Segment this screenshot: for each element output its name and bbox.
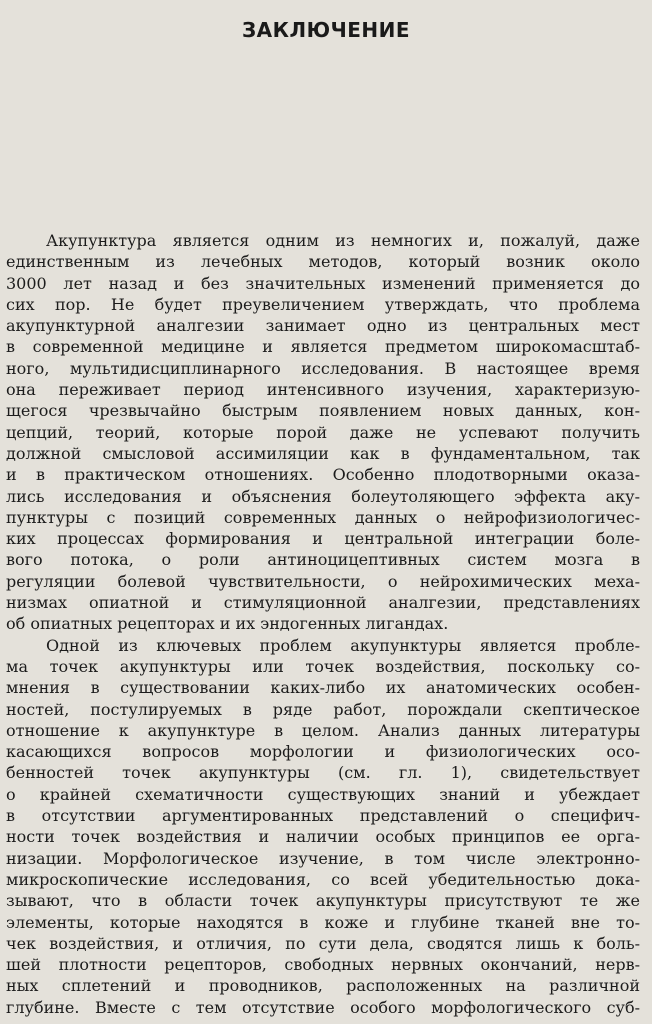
text-line: в современной медицине и является предметом широкомасштаб-: [6, 337, 640, 357]
text-line: единственным из лечебных методов, который возник около: [6, 252, 640, 272]
text-line: ных сплетений и проводников, расположенных на различной: [6, 976, 640, 996]
text-line: мнения в существовании каких-либо их анатомических особен-: [6, 678, 640, 698]
text-line: низмах опиатной и стимуляционной аналгезии, представлениях: [6, 593, 640, 613]
text-line: шей плотности рецепторов, свободных нервных окончаний, нерв-: [6, 955, 640, 975]
text-line: низации. Морфологическое изучение, в том числе электронно-: [6, 848, 640, 868]
text-line: отношение к акупунктуре в целом. Анализ данных литературы: [6, 720, 640, 740]
paragraph: [6, 635, 640, 1018]
text-line: регуляции болевой чувствительности, о нейрохимических меха-: [6, 571, 640, 591]
text-line: ких процессах формирования и центральной интеграции боле-: [6, 529, 640, 549]
text-line: пунктуры с позиций современных данных о нейрофизиологичес-: [6, 507, 640, 527]
body-text: [6, 230, 640, 1018]
paragraph: [6, 230, 640, 635]
text-line: чек воздействия, и отличия, по сути дела, сводятся лишь к боль-: [6, 933, 640, 953]
text-line: Акупунктура является одним из немногих и, пожалуй, даже: [46, 231, 640, 250]
text-line: об опиатных рецепторах и их эндогенных лигандах.: [6, 614, 449, 634]
text-line: зывают, что в области точек акупунктуры присутствуют те же: [6, 891, 640, 911]
text-line: ности точек воздействия и наличии особых принципов ее орга-: [6, 827, 640, 847]
text-line: лись исследования и объяснения болеутоляющего эффекта аку-: [6, 486, 640, 506]
text-line: ного, мультидисциплинарного исследования. В настоящее время: [6, 358, 640, 378]
text-line: элементы, которые находятся в коже и глубине тканей вне то-: [6, 912, 640, 932]
text-line: вого потока, о роли антиноцицептивных систем мозга в: [6, 550, 640, 570]
text-line: Одной из ключевых проблем акупунктуры является пробле-: [46, 635, 640, 655]
text-line: и в практическом отношениях. Особенно плодотворными оказа-: [6, 465, 640, 485]
text-line: бенностей точек акупунктуры (см. гл. 1), свидетельствует: [6, 763, 640, 783]
text-line: щегося чрезвычайно быстрым появлением новых данных, кон-: [6, 401, 640, 421]
text-line: цепций, теорий, которые порой даже не успевают получить: [6, 422, 640, 442]
text-line: в отсутствии аргументированных представлений о специфич-: [6, 806, 640, 826]
text-line: ностей, постулируемых в ряде работ, порождали скептическое: [6, 699, 640, 719]
text-line: касающихся вопросов морфологии и физиологических осо-: [6, 742, 640, 762]
text-line: глубине. Вместе с тем отсутствие особого морфологического суб-: [6, 997, 640, 1017]
text-line: микроскопические исследования, со всей убедительностью дока-: [6, 869, 640, 889]
text-line: 3000 лет назад и без значительных изменений применяется до: [6, 273, 640, 293]
text-line: она переживает период интенсивного изучения, характеризую-: [6, 380, 640, 400]
text-line: должной смысловой ассимиляции как в фундаментальном, так: [6, 443, 640, 463]
text-line: акупунктурной аналгезии занимает одно из центральных мест: [6, 316, 640, 336]
text-line: ма точек акупунктуры или точек воздействия, поскольку со-: [6, 656, 640, 676]
text-line: о крайней схематичности существующих знаний и убеждает: [6, 784, 640, 804]
text-line: сих пор. Не будет преувеличением утверждать, что проблема: [6, 294, 640, 314]
chapter-heading: ЗАКЛЮЧЕНИЕ: [241, 18, 411, 42]
